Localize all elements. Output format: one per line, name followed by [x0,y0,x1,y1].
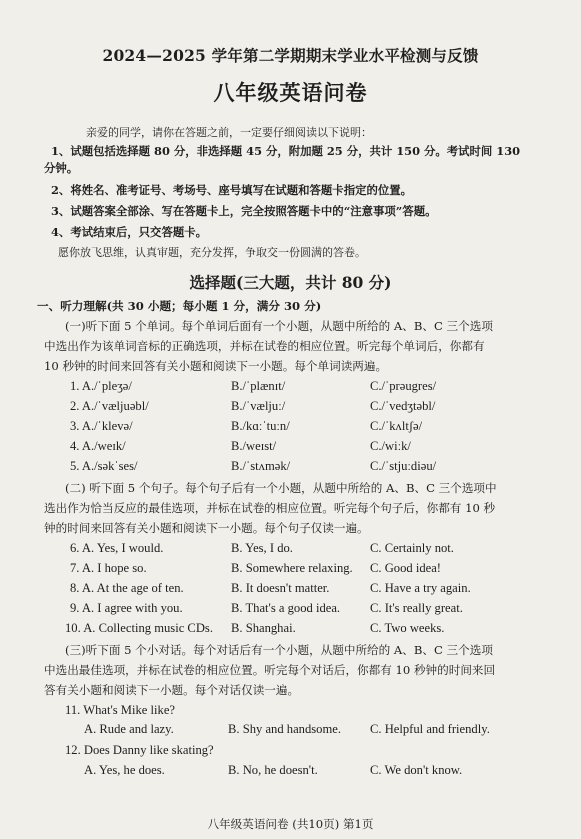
page-footer: 八年级英语问卷 (共10页) 第1页 [207,817,374,831]
question-7-option-a: 7. A. I hope so. [70,561,147,575]
instruction-item-1: 1、试题包括选择题 80 分，非选择题 45 分，附加题 25 分，共计 150 分。考试时间 130 [51,144,521,158]
question-4-option-a: 4. A./weɪk/ [70,439,126,453]
question-9-option-c: C. It's really great. [370,601,463,615]
question-8-option-b: B. It doesn't matter. [231,581,330,595]
sub2-line3: 钟的时间来回答有关小题和阅读下一小题。每个句子仅读一遍。 [44,521,369,535]
question-10-option-c: C. Two weeks. [370,621,445,635]
part1-heading: 一、听力理解(共 30 小题；每小题 1 分，满分 30 分) [37,299,322,313]
question-2-option-c: C./ˈvedʒtəbl/ [370,399,436,413]
question-3-option-b: B./kɑːˈtuːn/ [231,419,290,433]
question-11-stem: 11. What's Mike like? [65,703,175,717]
section-title: 选择题(三大题，共计 80 分) [189,273,392,292]
question-6-option-b: B. Yes, I do. [231,541,293,555]
question-7-option-c: C. Good idea! [370,561,441,575]
question-12-stem: 12. Does Danny like skating? [65,743,214,757]
question-7-option-b: B. Somewhere relaxing. [231,561,353,575]
sub1-line3: 10 秒钟的时间来回答有关小题和阅读下一小题。每个单词读两遍。 [44,359,388,373]
question-11-option-b: B. Shy and handsome. [228,722,341,736]
question-12-option-c: C. We don't know. [370,763,463,777]
question-8-option-a: 8. A. At the age of ten. [70,581,184,595]
question-12-option-b: B. No, he doesn't. [228,763,318,777]
sub1-line2: 中选出作为该单词音标的正确选项，并标在试卷的相应位置。听完每个单词后，你都有 [44,339,485,353]
sub2-line2: 选出作为恰当反应的最佳选项，并标在试卷的相应位置。听完每个句子后，你都有 10 秒 [44,501,496,515]
question-6-option-c: C. Certainly not. [370,541,454,555]
question-11-option-c: C. Helpful and friendly. [370,722,490,736]
instruction-wish: 愿你放飞思维，认真审题，充分发挥，争取交一份圆满的答卷。 [58,246,366,259]
instruction-item-1-cont: 分钟。 [44,161,79,175]
question-2-option-a: 2. A./ˈvæljuəbl/ [70,399,149,413]
question-1-option-a: 1. A./ˈpleʒə/ [70,379,132,393]
question-12-option-a: A. Yes, he does. [84,763,165,777]
question-5-option-a: 5. A./səkˈses/ [70,459,138,473]
sub3-line2: 中选出最佳选项，并标在试卷的相应位置。听完每个对话后，你都有 10 秒钟的时间来回 [44,663,496,677]
question-1-option-c: C./ˈprəugres/ [370,379,437,393]
question-8-option-c: C. Have a try again. [370,581,471,595]
question-11-option-a: A. Rude and lazy. [84,722,174,736]
question-10-option-a: 10. A. Collecting music CDs. [65,621,213,635]
question-1-option-b: B./ˈplænɪt/ [231,379,286,393]
sub1-line1: (一)听下面 5 个单词。每个单词后面有一个小题，从题中所给的 A、B、C 三个选项 [65,319,493,333]
question-5-option-b: B./ˈstʌmək/ [231,459,291,473]
sub3-line3: 答有关小题和阅读下一小题。每个对话仅读一遍。 [44,683,300,697]
sub3-line1: (三)听下面 5 个小对话。每个对话后有一个小题，从题中所给的 A、B、C 三个选项 [65,643,493,657]
question-9-option-a: 9. A. I agree with you. [70,601,183,615]
instruction-greeting: 亲爱的同学，请你在答题之前，一定要仔细阅读以下说明： [86,126,372,139]
instruction-item-4: 4、考试结束后，只交答题卡。 [51,225,208,239]
paper-title: 八年级英语问卷 [213,80,368,105]
question-3-option-a: 3. A./ˈklevə/ [70,419,133,433]
exam-title: 2024—2025 学年第二学期期末学业水平检测与反馈 [102,46,479,65]
question-4-option-c: C./wiːk/ [370,439,411,453]
sub2-line1: (二) 听下面 5 个句子。每个句子后有一个小题，从题中所给的 A、B、C 三个选项中 [65,481,497,495]
instruction-item-3: 3、试题答案全部涂、写在答题卡上，完全按照答题卡中的“注意事项”答题。 [51,204,437,218]
question-6-option-a: 6. A. Yes, I would. [70,541,164,555]
question-9-option-b: B. That's a good idea. [231,601,341,615]
question-2-option-b: B./ˈvæljuː/ [231,399,286,413]
question-3-option-c: C./ˈkʌltʃə/ [370,419,423,433]
question-10-option-b: B. Shanghai. [231,621,296,635]
question-4-option-b: B./weɪst/ [231,439,277,453]
instruction-item-2: 2、将姓名、准考证号、考场号、座号填写在试题和答题卡指定的位置。 [51,183,413,197]
question-5-option-c: C./ˈstjuːdiəu/ [370,459,437,473]
